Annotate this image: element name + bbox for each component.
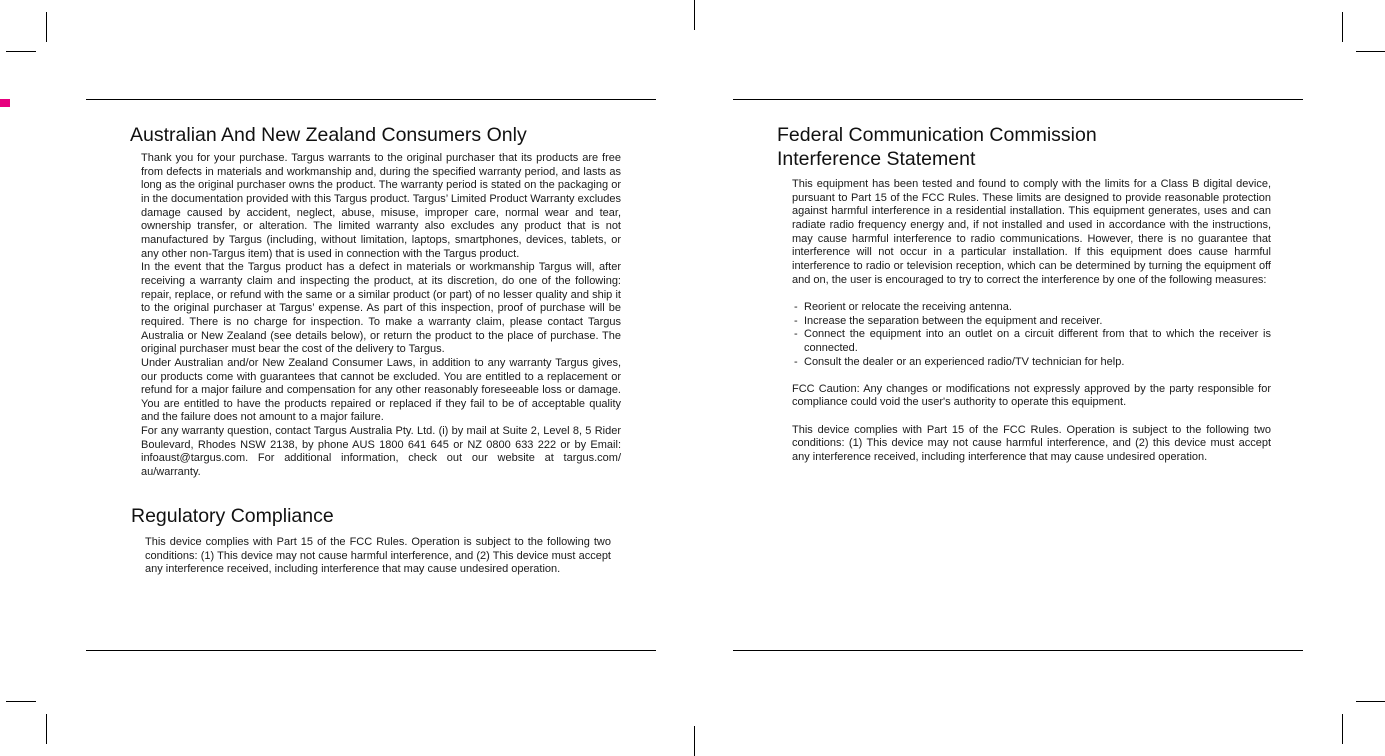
crop-mark-bottom-center-v <box>694 726 695 756</box>
list-item: - Connect the equipment into an outlet on a circuit different from that to which the receiver is connected. <box>794 328 1271 354</box>
list-item: - Reorient or relocate the receiving antenna. <box>794 300 1012 313</box>
warranty-paragraph: In the event that the Targus product has a defect in materials or workmanship Targus will, after receiving a warranty claim and inspecting the product, at its discretion, do one of the following: repair, replace, or refund with the same or a similar product (or part) of no lesser quality and ship it to the original purchaser at Targus’ expense. As part of this inspection, proof of purchase will be required. There is no charge for inspection. To make a warranty claim, please contact Targus Australia or New Zealand (see details below), or return the product to the place of purchase. The original purchaser must bear the cost of the delivery to Targus. <box>141 261 621 356</box>
crop-mark-top-left-h <box>6 51 36 52</box>
fcc-intro-paragraph: This equipment has been tested and found to comply with the limits for a Class B digital device, pursuant to Part 15 of the FCC Rules. These limits are designed to provide reasonable protection against harmful interference in a residential installation. This equipment generates, uses and can radiate radio frequency energy and, if not installed and used in accordance with the instructions, may cause harmful interference to radio communications. However, there is no guarantee that interference will not occur in a particular installation. If this equipment does cause harmful interference to radio or television reception, which can be determined by turning the equipment off and on, the user is encouraged to try to correct the interference by one of the following measures: <box>792 178 1271 286</box>
crop-mark-top-right-v <box>1342 12 1343 42</box>
fcc-caution-paragraph: FCC Caution: Any changes or modifications not expressly approved by the party responsible for compliance could void the user's authority to operate this equipment. <box>792 382 1271 409</box>
warranty-paragraph: Under Australian and/or New Zealand Consumer Laws, in addition to any warranty Targus gives, our products come with guarantees that cannot be excluded. You are entitled to a replacement or refund for a major failure and compensation for any other reasonably foreseeable loss or damage. You are entitled to have the products repaired or replaced if they fail to be of acceptable quality and the failure does not amount to a major failure. <box>141 356 621 424</box>
regulatory-paragraph: This device complies with Part 15 of the FCC Rules. Operation is subject to the following two conditions: (1) This device may not cause harmful interference, and (2) This device must accept any interference received, including interference that may cause undesired operation. <box>145 536 611 576</box>
fcc-compliance-paragraph: This device complies with Part 15 of the FCC Rules. Operation is subject to the following two conditions: (1) This device may not cause harmful interference, and (2) this device must accept any interference received, including interference that may cause undesired operation. <box>792 423 1271 464</box>
crop-mark-bottom-left-v <box>46 714 47 744</box>
anz-warranty-text <box>141 152 621 480</box>
warranty-paragraph: Thank you for your purchase. Targus warrants to the original purchaser that its products are free from defects in materials and workmanship and, during the specified warranty period, and lasts as long as the original purchaser owns the product. The warranty period is stated on the packaging or in the documentation provided with this Targus product. Targus’ Limited Product Warranty excludes damage caused by accident, neglect, abuse, misuse, improper care, normal wear and tear, ownership transfer, or alteration. The limited warranty also excludes any product that is not manufactured by Targus (including, without limitation, laptops, smartphones, devices, tablets, or any other non-Targus item) that is used in connection with the Targus product. <box>141 152 621 260</box>
crop-mark-top-left-v <box>46 12 47 42</box>
right-page-bottom-rule <box>733 650 1303 651</box>
crop-mark-top-right-h <box>1356 51 1385 52</box>
list-item: - Consult the dealer or an experienced radio/TV technician for help. <box>794 355 1125 368</box>
crop-mark-top-center-v <box>694 0 695 30</box>
regulatory-compliance-text <box>145 536 611 577</box>
fcc-heading <box>777 123 1097 171</box>
warranty-paragraph: For any warranty question, contact Targus Australia Pty. Ltd. (i) by mail at Suite 2, Level 8, 5 Rider Boulevard, Rhodes NSW 2138, by phone AUS 1800 641 645 or NZ 0800 633 222 or by Email: infoaust@targus.com. For additional information, check out our website at targus.com/ au/warranty. <box>141 425 621 479</box>
list-item: - Increase the separation between the equipment and receiver. <box>794 314 1103 327</box>
fcc-measures-list <box>792 301 1271 369</box>
fcc-heading-line-1: Federal Communication Commission <box>777 124 1097 146</box>
left-page-bottom-rule <box>86 650 656 651</box>
left-page-top-rule <box>86 99 656 100</box>
crop-mark-bottom-left-h <box>6 701 36 702</box>
fcc-statement-text <box>792 178 1271 465</box>
crop-mark-bottom-right-h <box>1356 701 1385 702</box>
crop-mark-bottom-right-v <box>1342 714 1343 744</box>
fcc-heading-line-2: Interference Statement <box>777 148 976 170</box>
anz-consumers-heading: Australian And New Zealand Consumers Only <box>130 124 527 146</box>
regulatory-compliance-heading: Regulatory Compliance <box>131 505 334 527</box>
right-page-top-rule <box>733 99 1303 100</box>
registration-marker <box>0 99 10 107</box>
